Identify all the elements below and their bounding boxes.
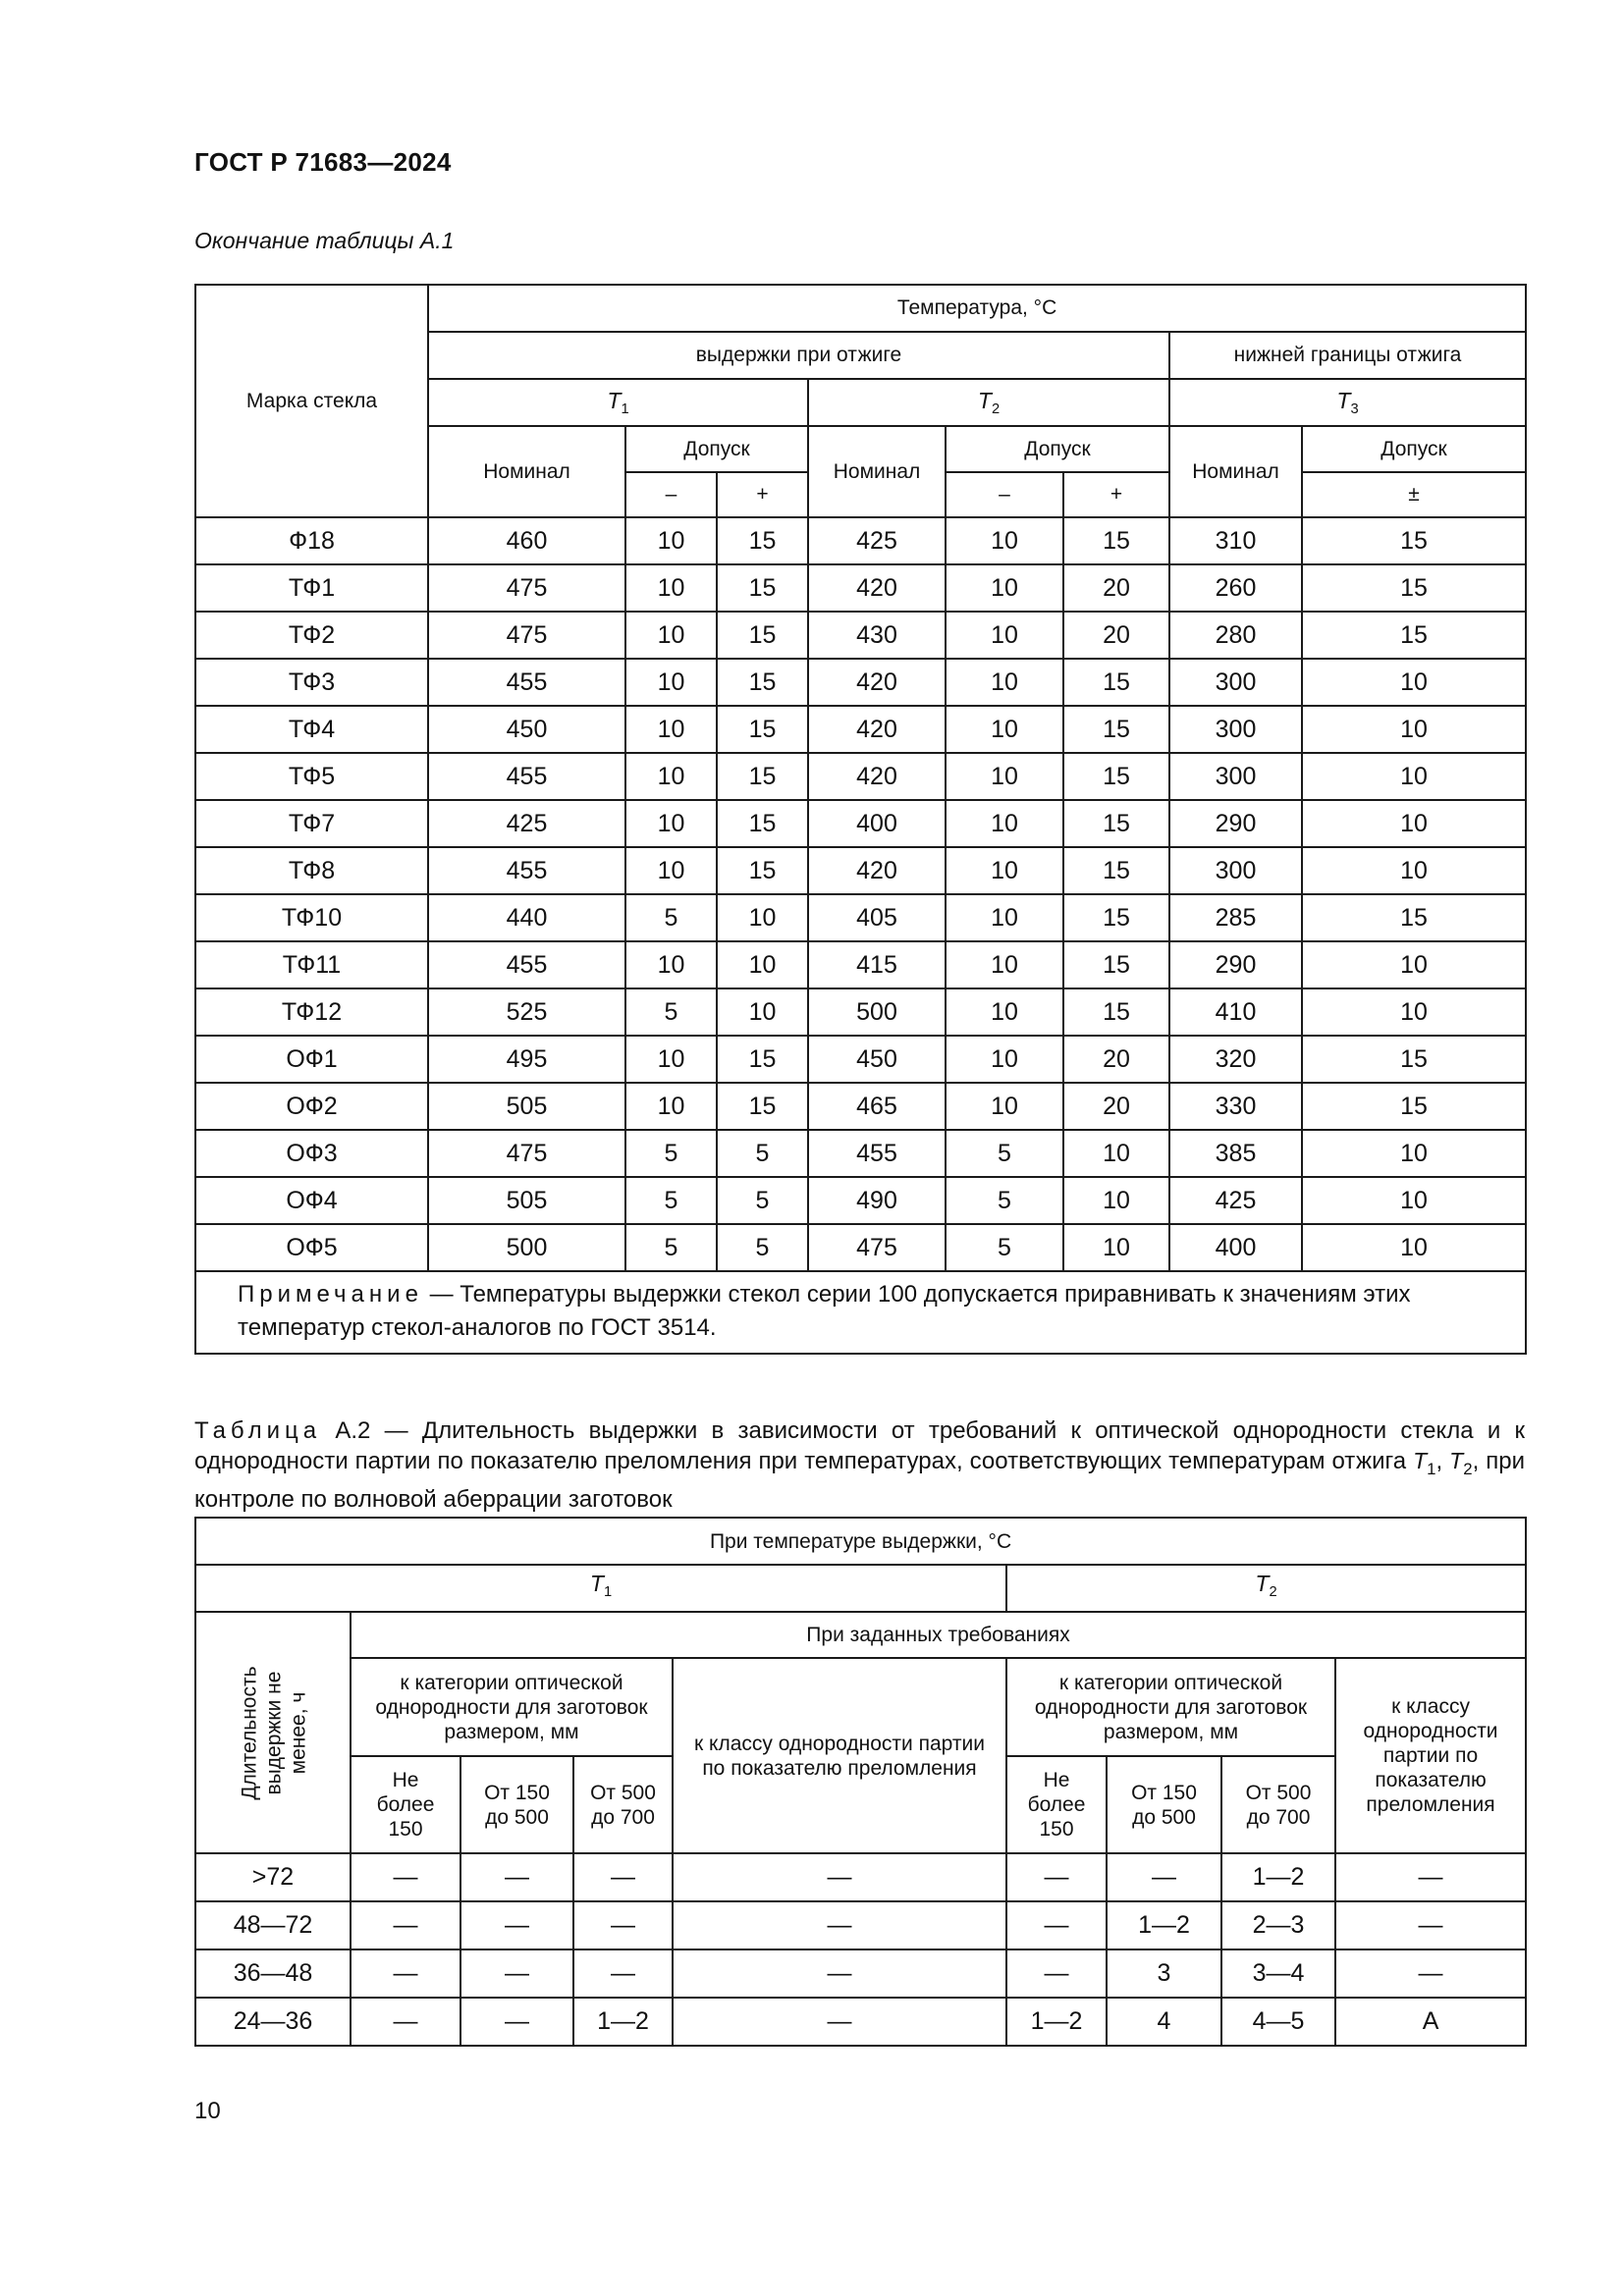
header-optical-category-t1: к категории оптической однородности для заготовок размером, мм <box>351 1658 673 1756</box>
row-label-cell: ОФ3 <box>195 1130 428 1177</box>
table-cell: 10 <box>946 659 1063 706</box>
t2-symbol: T <box>977 387 992 413</box>
a2-t2-symbol: T <box>1255 1570 1270 1596</box>
table-cell: 420 <box>808 564 946 612</box>
header-plusminus-t3: ± <box>1302 472 1526 517</box>
table-cell: 15 <box>1302 1083 1526 1130</box>
caption-t1-subscript: 1 <box>1427 1459 1436 1478</box>
table-cell: 285 <box>1169 894 1302 941</box>
table-cell: 5 <box>946 1130 1063 1177</box>
header-tolerance-t3: Допуск <box>1302 426 1526 472</box>
table-cell: 10 <box>946 988 1063 1036</box>
table-cell: 525 <box>428 988 625 1036</box>
row-label-cell: ОФ1 <box>195 1036 428 1083</box>
header-hold-temperature: При температуре выдержки, °С <box>195 1518 1526 1565</box>
table-row <box>195 1998 1526 2046</box>
row-label-cell: 24—36 <box>195 1998 351 2046</box>
table-cell: 320 <box>1169 1036 1302 1083</box>
table-cell: — <box>1006 1901 1107 1949</box>
table-row <box>195 894 1526 941</box>
table-cell: — <box>1006 1949 1107 1998</box>
row-label-cell: Ф18 <box>195 517 428 564</box>
table-cell: 455 <box>428 847 625 894</box>
table-cell: 15 <box>1302 1036 1526 1083</box>
table-cell: 280 <box>1169 612 1302 659</box>
table-row <box>195 1130 1526 1177</box>
table-cell: 15 <box>1063 894 1169 941</box>
a2-t1-symbol: T <box>589 1570 604 1596</box>
table-cell: 15 <box>1063 988 1169 1036</box>
table-row <box>195 753 1526 800</box>
row-label-cell: 48—72 <box>195 1901 351 1949</box>
table-cell: — <box>1335 1901 1526 1949</box>
table-cell: 20 <box>1063 1083 1169 1130</box>
table-cell: 10 <box>1302 988 1526 1036</box>
header-size-le150-t1: Не более 150 <box>351 1756 460 1853</box>
table-cell: — <box>351 1998 460 2046</box>
table-cell: 15 <box>717 706 808 753</box>
table-cell: 5 <box>625 1177 717 1224</box>
table-cell: 2—3 <box>1221 1901 1335 1949</box>
header-tolerance-t2: Допуск <box>946 426 1169 472</box>
table-cell: 10 <box>625 1083 717 1130</box>
header-tolerance-t1: Допуск <box>625 426 808 472</box>
header-class-homogeneity-t2: к классу однородности партии по показателю преломления <box>1335 1658 1526 1853</box>
table-cell: 455 <box>428 753 625 800</box>
table-cell: 420 <box>808 847 946 894</box>
table-cell: 475 <box>428 564 625 612</box>
table-cell: 10 <box>946 1083 1063 1130</box>
table-cell: 300 <box>1169 706 1302 753</box>
row-label-cell: ТФ2 <box>195 612 428 659</box>
table-cell: 10 <box>625 612 717 659</box>
table-cell: 5 <box>946 1224 1063 1271</box>
table-cell: 3 <box>1107 1949 1221 1998</box>
table-cell: 15 <box>717 612 808 659</box>
table-cell: 10 <box>1063 1177 1169 1224</box>
table-cell: 5 <box>717 1130 808 1177</box>
table-cell: А <box>1335 1998 1526 2046</box>
page-number: 10 <box>194 2098 221 2124</box>
table-cell: — <box>673 1998 1006 2046</box>
note-label: Примечание <box>238 1281 423 1308</box>
table-cell: 15 <box>1302 612 1526 659</box>
table-cell: 405 <box>808 894 946 941</box>
table-cell: 15 <box>1063 941 1169 988</box>
table-cell: 1—2 <box>573 1998 673 2046</box>
table-cell: 4—5 <box>1221 1998 1335 2046</box>
caption-text-part2: , при контроле по волновой аберрации заготовок <box>194 1448 1525 1513</box>
caption-t2-subscript: 2 <box>1463 1459 1473 1478</box>
table-cell: 505 <box>428 1177 625 1224</box>
table-cell: 475 <box>428 612 625 659</box>
table-cell: 440 <box>428 894 625 941</box>
row-label-cell: ТФ7 <box>195 800 428 847</box>
table-cell: 10 <box>1302 847 1526 894</box>
table-cell: 475 <box>808 1224 946 1271</box>
header-plus-t1: + <box>717 472 808 517</box>
caption-t2-symbol: T <box>1449 1448 1464 1473</box>
header-size-150-500-t2: От 150 до 500 <box>1107 1756 1221 1853</box>
row-label-cell: >72 <box>195 1853 351 1901</box>
row-label-cell: ТФ5 <box>195 753 428 800</box>
table-cell: — <box>351 1853 460 1901</box>
table-cell: 10 <box>946 564 1063 612</box>
t3-symbol: T <box>1336 387 1351 413</box>
table-cell: 10 <box>946 800 1063 847</box>
table-cell: 455 <box>428 941 625 988</box>
table-cell: 500 <box>808 988 946 1036</box>
header-size-500-700-t2: От 500 до 700 <box>1221 1756 1335 1853</box>
table-cell: — <box>673 1949 1006 1998</box>
table-cell: 3—4 <box>1221 1949 1335 1998</box>
table-cell: 10 <box>625 659 717 706</box>
table-cell: — <box>673 1853 1006 1901</box>
table-cell: 1—2 <box>1221 1853 1335 1901</box>
table-a2-caption <box>194 1415 1525 1515</box>
table-cell: 10 <box>1302 753 1526 800</box>
table-cell: 505 <box>428 1083 625 1130</box>
table-cell: 10 <box>625 800 717 847</box>
table-cell: 10 <box>1063 1224 1169 1271</box>
caption-separator: , <box>1435 1448 1450 1474</box>
table-cell: 15 <box>717 1036 808 1083</box>
table-row <box>195 706 1526 753</box>
table-cell: — <box>573 1853 673 1901</box>
table-row <box>195 659 1526 706</box>
row-label-cell: ТФ8 <box>195 847 428 894</box>
table-cell: 385 <box>1169 1130 1302 1177</box>
header-temperature: Температура, °С <box>428 285 1526 332</box>
header-size-le150-t2: Не более 150 <box>1006 1756 1107 1853</box>
header-minus-t2: – <box>946 472 1063 517</box>
table-cell: — <box>1335 1949 1526 1998</box>
table-cell: 10 <box>946 894 1063 941</box>
caption-text-part1: А.2 — Длительность выдержки в зависимости от требований к оптической однородности стекла и к однородности партии по показателю преломления при температурах, соответствующих температурам отжига <box>194 1417 1525 1474</box>
table-cell: 5 <box>625 1224 717 1271</box>
note-text: — Температуры выдержки стекол серии 100 допускается приравнивать к значениям этих температур стекол-аналогов по ГОСТ 3514. <box>238 1281 1411 1341</box>
table-cell: 475 <box>428 1130 625 1177</box>
table-cell: 4 <box>1107 1998 1221 2046</box>
table-cell: 455 <box>808 1130 946 1177</box>
table-cell: 10 <box>717 941 808 988</box>
a2-t2-subscript: 2 <box>1269 1584 1277 1601</box>
table-cell: 330 <box>1169 1083 1302 1130</box>
table-cell: 10 <box>717 894 808 941</box>
table-row <box>195 612 1526 659</box>
table-row <box>195 941 1526 988</box>
table-cell: 420 <box>808 753 946 800</box>
table-cell: 20 <box>1063 612 1169 659</box>
table-cell: 10 <box>1063 1130 1169 1177</box>
table-cell: 300 <box>1169 753 1302 800</box>
table-row <box>195 1036 1526 1083</box>
table-row <box>195 800 1526 847</box>
table-cell: 15 <box>717 800 808 847</box>
row-label-cell: ОФ2 <box>195 1083 428 1130</box>
header-lower-annealing-limit: нижней границы отжига <box>1169 332 1526 379</box>
table-cell: 10 <box>946 847 1063 894</box>
row-label-cell: 36—48 <box>195 1949 351 1998</box>
table-cell: 10 <box>1302 706 1526 753</box>
table-cell: 20 <box>1063 1036 1169 1083</box>
document-header: ГОСТ Р 71683—2024 <box>194 147 452 177</box>
table-row <box>195 517 1526 564</box>
header-duration-text: Длительность выдержки не менее, ч <box>238 1665 310 1800</box>
table-row <box>195 1224 1526 1271</box>
table-cell: 10 <box>946 941 1063 988</box>
header-t1 <box>428 379 808 426</box>
table-cell: 490 <box>808 1177 946 1224</box>
table-cell: 15 <box>1063 706 1169 753</box>
t1-subscript: 1 <box>621 401 629 418</box>
table-cell: 10 <box>625 753 717 800</box>
table-a1 <box>194 284 1527 1355</box>
table-cell: 1—2 <box>1107 1901 1221 1949</box>
table-cell: 5 <box>717 1224 808 1271</box>
table-cell: 410 <box>1169 988 1302 1036</box>
row-label-cell: ТФ12 <box>195 988 428 1036</box>
t3-subscript: 3 <box>1350 401 1359 418</box>
row-label-cell: ТФ4 <box>195 706 428 753</box>
header-hold-during-annealing: выдержки при отжиге <box>428 332 1169 379</box>
table-cell: 15 <box>1302 517 1526 564</box>
row-label-cell: ТФ1 <box>195 564 428 612</box>
table-row <box>195 564 1526 612</box>
header-plus-t2: + <box>1063 472 1169 517</box>
table-cell: 10 <box>1302 941 1526 988</box>
table-cell: 10 <box>717 988 808 1036</box>
table-cell: 5 <box>625 894 717 941</box>
table-cell: 300 <box>1169 847 1302 894</box>
header-nominal-t2: Номинал <box>808 426 946 517</box>
table-cell: 10 <box>625 706 717 753</box>
table-cell: 10 <box>625 941 717 988</box>
row-label-cell: ОФ5 <box>195 1224 428 1271</box>
table-cell: 10 <box>625 847 717 894</box>
table-cell: — <box>1107 1853 1221 1901</box>
table-cell: 460 <box>428 517 625 564</box>
table-cell: 420 <box>808 659 946 706</box>
table-row <box>195 1901 1526 1949</box>
table-cell: 15 <box>717 1083 808 1130</box>
table-cell: 15 <box>717 659 808 706</box>
table-cell: 15 <box>1063 659 1169 706</box>
table-cell: 5 <box>625 1130 717 1177</box>
table-cell: 15 <box>1302 894 1526 941</box>
table-cell: 400 <box>1169 1224 1302 1271</box>
table-continuation-caption: Окончание таблицы А.1 <box>194 228 455 253</box>
table-cell: 15 <box>1063 753 1169 800</box>
table-cell: 425 <box>428 800 625 847</box>
table-row <box>195 1083 1526 1130</box>
table-cell: 10 <box>1302 1177 1526 1224</box>
table-cell: 20 <box>1063 564 1169 612</box>
table-cell: 10 <box>946 612 1063 659</box>
a2-header-t2 <box>1006 1565 1526 1612</box>
a2-t1-subscript: 1 <box>603 1584 613 1601</box>
table-cell: 290 <box>1169 800 1302 847</box>
header-t2 <box>808 379 1169 426</box>
table-cell: 10 <box>946 1036 1063 1083</box>
table-row <box>195 1949 1526 1998</box>
table-cell: 5 <box>946 1177 1063 1224</box>
row-label-cell: ТФ3 <box>195 659 428 706</box>
header-nominal-t3: Номинал <box>1169 426 1302 517</box>
header-t3 <box>1169 379 1526 426</box>
table-cell: 5 <box>717 1177 808 1224</box>
table-cell: 450 <box>428 706 625 753</box>
caption-t1-symbol: T <box>1413 1448 1428 1473</box>
table-cell: 15 <box>717 517 808 564</box>
table-cell: 500 <box>428 1224 625 1271</box>
row-label-cell: ОФ4 <box>195 1177 428 1224</box>
table-cell: 450 <box>808 1036 946 1083</box>
header-nominal-t1: Номинал <box>428 426 625 517</box>
table-cell: — <box>460 1853 573 1901</box>
table-cell: 415 <box>808 941 946 988</box>
table-cell: 290 <box>1169 941 1302 988</box>
table-cell: 10 <box>946 517 1063 564</box>
table-row <box>195 1853 1526 1901</box>
table-cell: 5 <box>625 988 717 1036</box>
table-cell: — <box>673 1901 1006 1949</box>
table-cell: — <box>460 1949 573 1998</box>
table-cell: 10 <box>1302 1130 1526 1177</box>
table-cell: 495 <box>428 1036 625 1083</box>
header-size-150-500-t1: От 150 до 500 <box>460 1756 573 1853</box>
table-cell: 400 <box>808 800 946 847</box>
table-cell: 10 <box>625 1036 717 1083</box>
table-row <box>195 1177 1526 1224</box>
t2-subscript: 2 <box>991 401 1001 418</box>
table-cell: 420 <box>808 706 946 753</box>
table-a1-note <box>195 1271 1526 1354</box>
table-cell: — <box>351 1949 460 1998</box>
header-size-500-700-t1: От 500 до 700 <box>573 1756 673 1853</box>
t1-symbol: T <box>607 387 622 413</box>
caption-label: Таблица <box>194 1417 322 1444</box>
table-cell: — <box>460 1998 573 2046</box>
table-cell: 1—2 <box>1006 1998 1107 2046</box>
table-cell: 430 <box>808 612 946 659</box>
table-row <box>195 847 1526 894</box>
row-label-cell: ТФ10 <box>195 894 428 941</box>
table-row <box>195 988 1526 1036</box>
table-cell: 10 <box>625 517 717 564</box>
table-cell: — <box>1006 1853 1107 1901</box>
header-batch-class-t1: к классу однородности партии по показателю преломления <box>673 1658 1006 1853</box>
table-cell: 15 <box>717 564 808 612</box>
header-given-requirements: При заданных требованиях <box>351 1612 1526 1658</box>
table-cell: 15 <box>1063 800 1169 847</box>
table-cell: — <box>1335 1853 1526 1901</box>
table-cell: 310 <box>1169 517 1302 564</box>
table-cell: 465 <box>808 1083 946 1130</box>
table-cell: — <box>351 1901 460 1949</box>
header-duration <box>195 1612 351 1853</box>
table-cell: 455 <box>428 659 625 706</box>
table-cell: 10 <box>1302 659 1526 706</box>
table-cell: — <box>460 1901 573 1949</box>
table-cell: 15 <box>1302 564 1526 612</box>
table-cell: 425 <box>808 517 946 564</box>
table-cell: 10 <box>1302 800 1526 847</box>
table-cell: 15 <box>717 847 808 894</box>
header-minus-t1: – <box>625 472 717 517</box>
table-cell: 10 <box>946 753 1063 800</box>
table-cell: — <box>573 1901 673 1949</box>
table-cell: 10 <box>1302 1224 1526 1271</box>
table-cell: 15 <box>1063 517 1169 564</box>
table-cell: 425 <box>1169 1177 1302 1224</box>
table-cell: — <box>573 1949 673 1998</box>
table-cell: 10 <box>625 564 717 612</box>
table-cell: 300 <box>1169 659 1302 706</box>
header-optical-category-t2: к категории оптической однородности для заготовок размером, мм <box>1006 1658 1335 1756</box>
row-label-cell: ТФ11 <box>195 941 428 988</box>
a2-header-t1 <box>195 1565 1006 1612</box>
table-cell: 260 <box>1169 564 1302 612</box>
header-glass-grade: Марка стекла <box>195 285 428 517</box>
table-cell: 15 <box>717 753 808 800</box>
table-cell: 10 <box>946 706 1063 753</box>
table-a2 <box>194 1517 1527 2047</box>
table-cell: 15 <box>1063 847 1169 894</box>
